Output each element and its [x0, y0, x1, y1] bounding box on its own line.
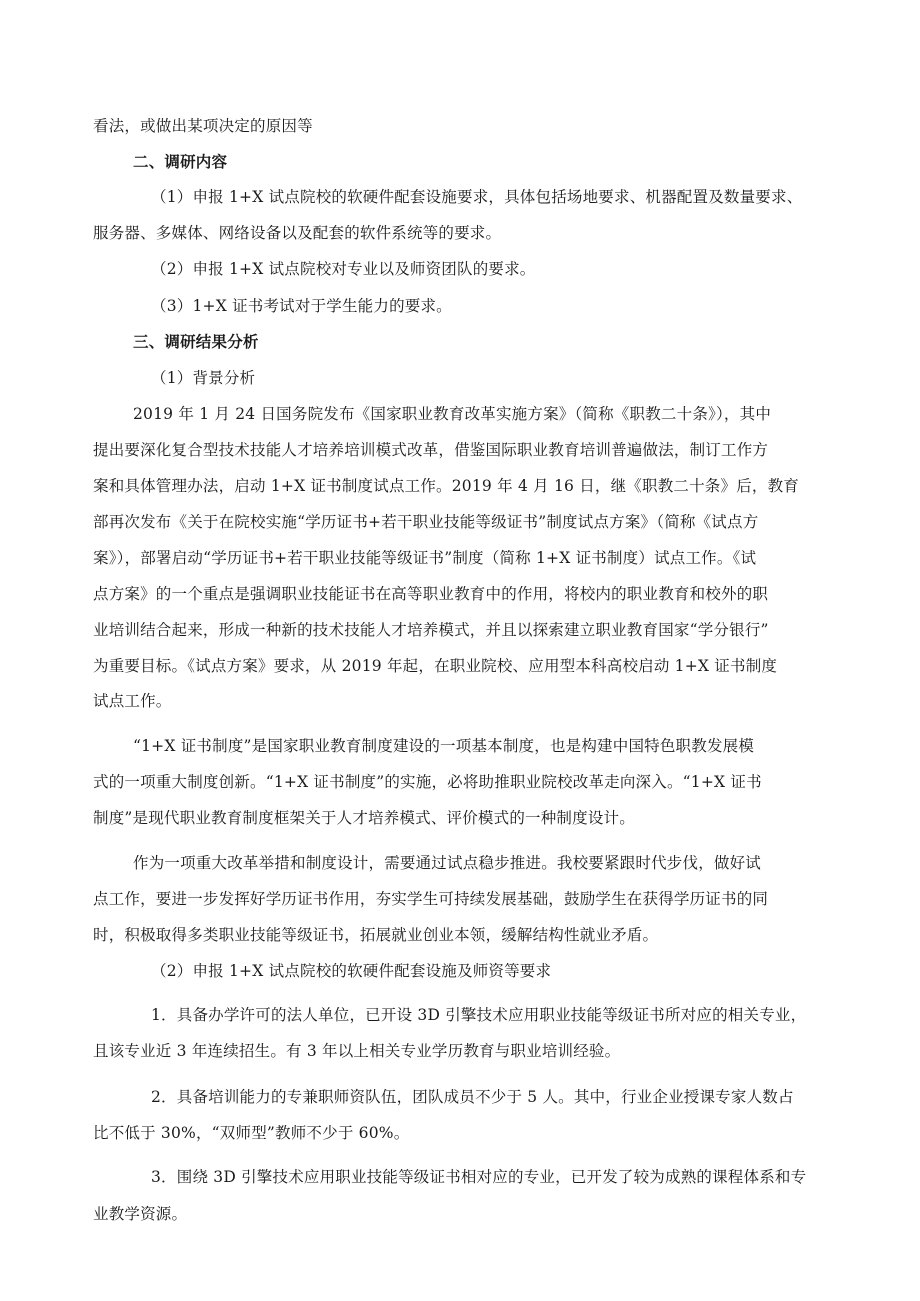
paragraph-line: 2．具备培训能力的专兼职师资队伍，团队成员不少于 5 人。其中，行业企业授课专家人数占 [151, 1088, 794, 1106]
paragraph-line: 点方案》的一个重点是强调职业技能证书在高等职业教育中的作用，将校内的职业教育和校外的职 [93, 585, 769, 603]
paragraph-line: 试点工作。 [93, 692, 172, 710]
paragraph-line: 服务器、多媒体、网络设备以及配套的软件系统等的要求。 [93, 224, 502, 242]
paragraph-line: （3）1+X 证书考试对于学生能力的要求。 [151, 297, 452, 315]
paragraph-line: 且该专业近 3 年连续招生。有 3 年以上相关专业学历教育与职业培训经验。 [93, 1042, 621, 1060]
paragraph-line: 1．具备办学许可的法人单位，已开设 3D 引擎技术应用职业技能等级证书所对应的相关专业， [151, 1006, 807, 1024]
paragraph-line: 作为一项重大改革举措和制度设计，需要通过试点稳步推进。我校要紧跟时代步伐，做好试 [133, 854, 762, 872]
paragraph-line: 式的一项重大制度创新。“1+X 证书制度”的实施，必将助推职业院校改革走向深入。“1+X 证书 [93, 773, 762, 791]
section-heading: 三、调研结果分析 [133, 332, 259, 351]
paragraph-line: 部再次发布《关于在院校实施“学历证书+若干职业技能等级证书”制度试点方案》（简称《试点方 [93, 513, 759, 531]
paragraph-line: 比不低于 30%，“双师型”教师不少于 60%。 [93, 1124, 410, 1142]
paragraph-line: （2）申报 1+X 试点院校对专业以及师资团队的要求。 [151, 260, 536, 278]
paragraph-line: 案和具体管理办法，启动 1+X 证书制度试点工作。2019 年 4 月 16 日，继《职教二十条》后，教育 [93, 477, 800, 495]
paragraph-line: “1+X 证书制度”是国家职业教育制度建设的一项基本制度，也是构建中国特色职教发展模 [133, 737, 755, 755]
paragraph-line: 点工作，要进一步发挥好学历证书作用，夯实学生可持续发展基础，鼓励学生在获得学历证书的同 [93, 890, 769, 908]
paragraph-line: 看法，或做出某项决定的原因等 [93, 117, 313, 135]
paragraph-line: 提出要深化复合型技术技能人才培养培训模式改革，借鉴国际职业教育培训普遍做法，制订工作方 [93, 441, 769, 459]
paragraph-line: 业培训结合起来，形成一种新的技术技能人才培养模式，并且以探索建立职业教育国家“学分银行” [93, 621, 769, 639]
paragraph-line: 时，积极取得多类职业技能等级证书，拓展就业创业本领，缓解结构性就业矛盾。 [93, 926, 659, 944]
paragraph-line: 为重要目标。《试点方案》要求，从 2019 年起，在职业院校、应用型本科高校启动 1+X 证书制度 [93, 657, 778, 675]
paragraph-line: 2019 年 1 月 24 日国务院发布《国家职业教育改革实施方案》（简称《职教二十条》），其中 [133, 405, 772, 423]
paragraph-line: （1）背景分析 [151, 369, 256, 387]
paragraph-line: 业教学资源。 [93, 1205, 188, 1223]
paragraph-line: （1）申报 1+X 试点院校的软硬件配套设施要求，具体包括场地要求、机器配置及数量要求、 [151, 188, 803, 206]
section-heading: 二、调研内容 [133, 152, 228, 171]
paragraph-line: 制度”是现代职业教育制度框架关于人才培养模式、评价模式的一种制度设计。 [93, 809, 635, 827]
paragraph-line: （2）申报 1+X 试点院校的软硬件配套设施及师资等要求 [151, 962, 552, 980]
paragraph-line: 案》），部署启动“学历证书+若干职业技能等级证书”制度（简称 1+X 证书制度）试点工作。《试 [93, 549, 757, 567]
paragraph-line: 3．围绕 3D 引擎技术应用职业技能等级证书相对应的专业，已开发了较为成熟的课程体系和专 [151, 1168, 807, 1186]
